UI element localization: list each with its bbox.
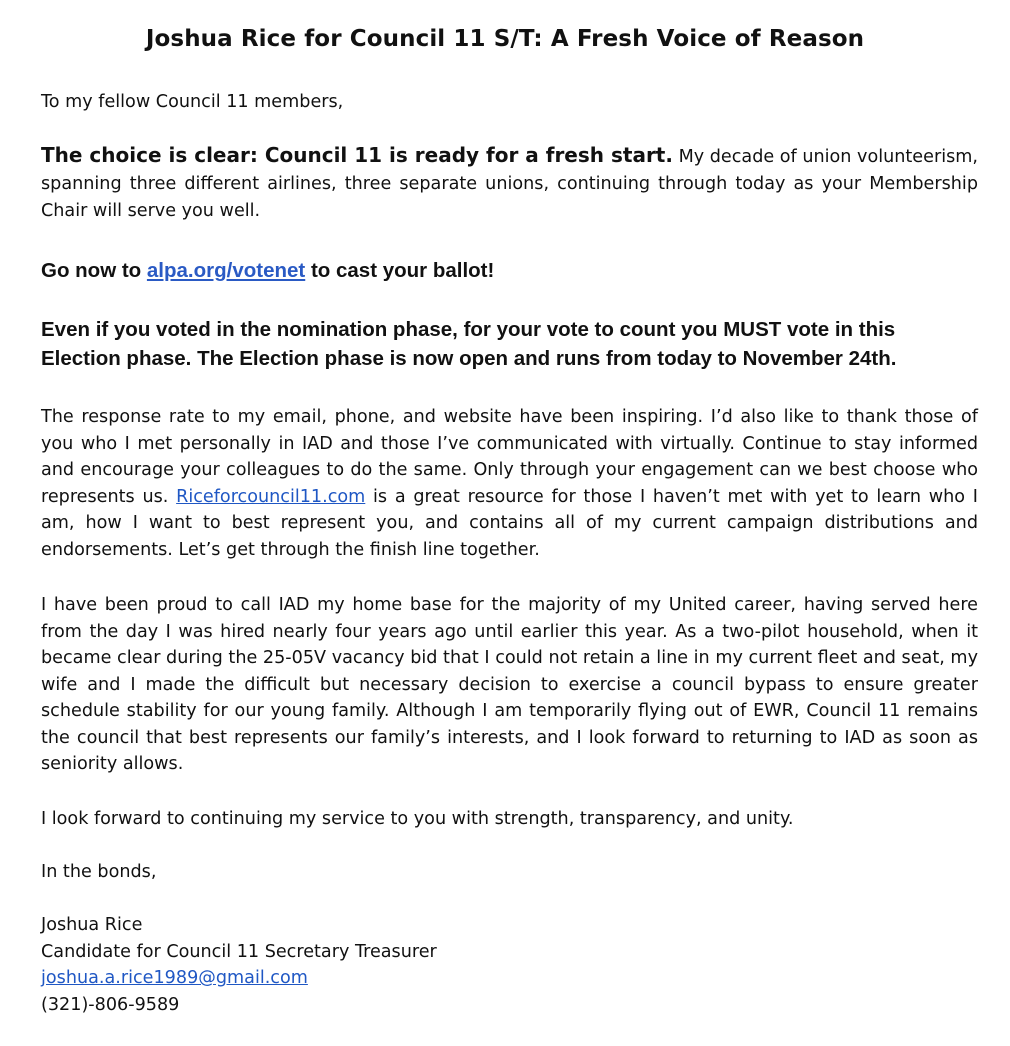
vote-call	[41, 257, 978, 285]
paragraph-engagement	[41, 404, 978, 563]
sign-off: In the bonds,	[41, 862, 157, 882]
closing-line: I look forward to continuing my service to you with strength, transparency, and unity.	[41, 809, 794, 829]
election-notice: Even if you voted in the nomination phase, for your vote to count you MUST vote in this Election phase. The Election phase is now open and runs from today to November 24th.	[41, 318, 897, 370]
email-link[interactable]: joshua.a.rice1989@gmail.com	[41, 968, 308, 989]
letter-title: Joshua Rice for Council 11 S/T: A Fresh Voice of Reason	[145, 26, 865, 52]
lead-paragraph	[41, 142, 978, 225]
signature-phone: (321)-806-9589	[41, 995, 180, 1016]
lead-rest-text: My decade of union volunteerism, spanning three different airlines, three separate unions, continuing through today as your Membership Chair will serve you well.	[41, 147, 978, 221]
signature-name: Joshua Rice	[41, 915, 143, 935]
signature-role: Candidate for Council 11 Secretary Treasurer	[41, 941, 437, 962]
votenet-link[interactable]: alpa.org/votenet	[146, 259, 306, 282]
paragraph-engagement-before: The response rate to my email, phone, and website have been inspiring. I’d also like to thank those of you who I met personally in IAD and those I’ve communicated with virtually. Continue to stay informed and encourage your colleagues to do the same. Only through your engagement can we best choose who represents us.	[41, 407, 978, 507]
paragraph-engagement-after: is a great resource for those I haven’t met with yet to learn who I am, how I want to best represent you, and contains all of my current campaign distributions and endorsements. Let’s get through the finish line together.	[41, 486, 978, 560]
salutation: To my fellow Council 11 members,	[41, 92, 344, 112]
vote-call-before: Go now to	[41, 259, 147, 282]
paragraph-home-base: I have been proud to call IAD my home base for the majority of my United career, having served here from the day I was hired nearly four years ago until earlier this year. As a two-pilot household, when it became clear during the 25-05V vacancy bid that I could not retain a line in my current fleet and seat, my wife and I made the difficult but necessary decision to exercise a council bypass to ensure greater schedule stability for our young family. Although I am temporarily flying out of EWR, Council 11 remains the council that best represents our family’s interests, and I look forward to returning to IAD as soon as seniority allows.	[41, 595, 978, 774]
lead-bold-text: The choice is clear: Council 11 is ready for a fresh start.	[41, 143, 673, 167]
campaign-website-link[interactable]: Riceforcouncil11.com	[176, 486, 366, 507]
vote-call-after: to cast your ballot!	[305, 259, 495, 282]
signature-block	[41, 912, 978, 1019]
